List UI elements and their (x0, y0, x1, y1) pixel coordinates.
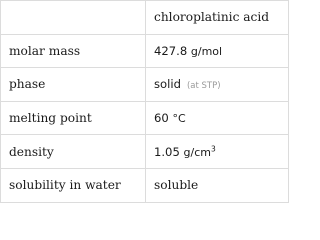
header-empty-cell (1, 1, 146, 35)
property-label: melting point (1, 101, 146, 135)
value-unit: g/mol (190, 44, 223, 58)
value-number: 1.05 (154, 144, 180, 159)
unit-base: g/cm (183, 145, 211, 159)
table-header-row (1, 1, 289, 35)
table-row (1, 68, 289, 102)
table-row (1, 101, 289, 135)
value-unit: °C (172, 112, 186, 126)
unit-exponent: 3 (210, 144, 216, 154)
property-value (146, 34, 289, 68)
value-number: 60 (154, 111, 169, 126)
value-unit (184, 146, 216, 159)
table-row (1, 34, 289, 68)
property-value: soluble (146, 168, 289, 202)
substance-name-header: chloroplatinic acid (146, 1, 289, 35)
table-row (1, 168, 289, 202)
property-value (146, 101, 289, 135)
property-value (146, 135, 289, 169)
table-row (1, 135, 289, 169)
property-label: solubility in water (1, 168, 146, 202)
value-number: 427.8 (154, 43, 188, 58)
property-label: density (1, 135, 146, 169)
property-label: molar mass (1, 34, 146, 68)
condition-note: (at STP) (186, 81, 221, 92)
value-text: solid (154, 77, 181, 92)
property-value (146, 68, 289, 102)
property-label: phase (1, 68, 146, 102)
